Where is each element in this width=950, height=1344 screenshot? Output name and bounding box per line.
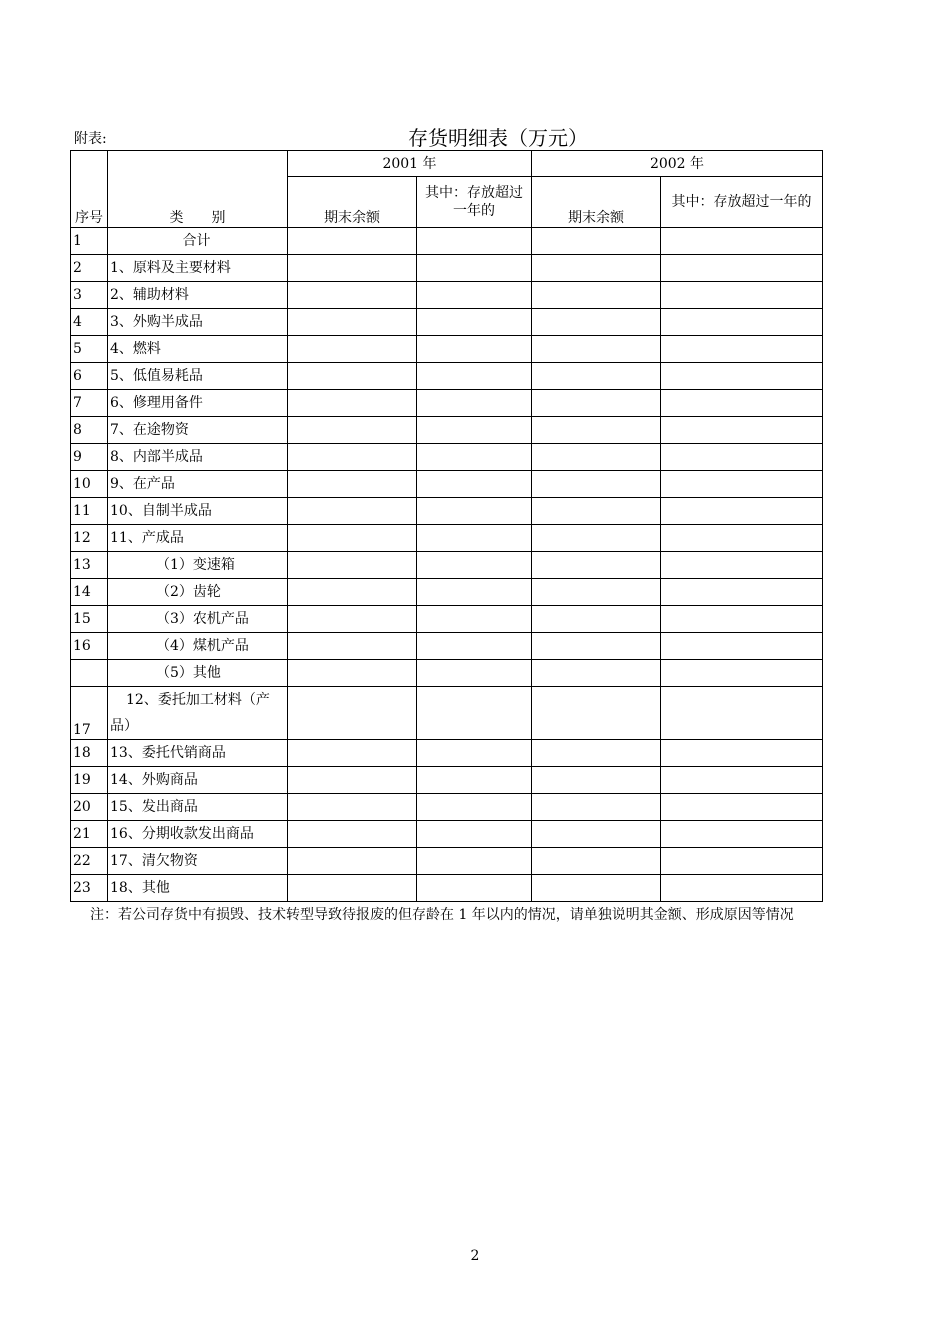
- header-over-year-2001: 其中：存放超过一年的: [417, 177, 532, 228]
- row-seq: 16: [71, 633, 108, 660]
- cell-over-year-2002[interactable]: [661, 525, 823, 552]
- cell-balance-2002[interactable]: [532, 444, 661, 471]
- cell-over-year-2001[interactable]: [417, 498, 532, 525]
- cell-balance-2001[interactable]: [288, 255, 417, 282]
- row-seq: 12: [71, 525, 108, 552]
- cell-over-year-2001[interactable]: [417, 767, 532, 794]
- cell-over-year-2002[interactable]: [661, 336, 823, 363]
- table-row: [71, 390, 823, 417]
- cell-over-year-2002[interactable]: [661, 471, 823, 498]
- cell-balance-2001[interactable]: [288, 390, 417, 417]
- cell-over-year-2002[interactable]: [661, 848, 823, 875]
- cell-over-year-2002[interactable]: [661, 228, 823, 255]
- row-category: （5）其他: [108, 660, 288, 687]
- cell-balance-2001[interactable]: [288, 498, 417, 525]
- row-category: 2、辅助材料: [108, 282, 288, 309]
- cell-balance-2002[interactable]: [532, 336, 661, 363]
- cell-over-year-2002[interactable]: [661, 255, 823, 282]
- cell-over-year-2002[interactable]: [661, 633, 823, 660]
- cell-balance-2001[interactable]: [288, 606, 417, 633]
- cell-over-year-2002[interactable]: [661, 794, 823, 821]
- row-category: （1）变速箱: [108, 552, 288, 579]
- cell-over-year-2002[interactable]: [661, 552, 823, 579]
- cell-balance-2002[interactable]: [532, 309, 661, 336]
- cell-over-year-2001[interactable]: [417, 794, 532, 821]
- row-seq: 3: [71, 282, 108, 309]
- row-seq: 1: [71, 228, 108, 255]
- header-year-2002: 2002 年: [532, 151, 823, 177]
- row-category: 15、发出商品: [108, 794, 288, 821]
- table-row: [71, 660, 823, 687]
- cell-over-year-2001[interactable]: [417, 228, 532, 255]
- cell-balance-2002[interactable]: [532, 875, 661, 902]
- header-category: 类 别: [108, 151, 288, 228]
- cell-balance-2001[interactable]: [288, 417, 417, 444]
- row-category: 1、原料及主要材料: [108, 255, 288, 282]
- cell-over-year-2001[interactable]: [417, 363, 532, 390]
- cell-over-year-2002[interactable]: [661, 309, 823, 336]
- cell-over-year-2001[interactable]: [417, 525, 532, 552]
- table-row: [71, 740, 823, 767]
- cell-over-year-2002[interactable]: [661, 390, 823, 417]
- row-category: 8、内部半成品: [108, 444, 288, 471]
- cell-over-year-2002[interactable]: [661, 282, 823, 309]
- cell-balance-2001[interactable]: [288, 309, 417, 336]
- table-row: [71, 228, 823, 255]
- table-body: [71, 228, 823, 902]
- cell-balance-2002[interactable]: [532, 255, 661, 282]
- row-category: 12、委托加工材料（产品）: [108, 687, 288, 740]
- cell-over-year-2002[interactable]: [661, 875, 823, 902]
- header-seq: 序号: [71, 151, 108, 228]
- table-row: [71, 336, 823, 363]
- row-seq: 11: [71, 498, 108, 525]
- header-year-2001: 2001 年: [288, 151, 532, 177]
- cell-over-year-2001[interactable]: [417, 390, 532, 417]
- cell-balance-2001[interactable]: [288, 633, 417, 660]
- cell-balance-2002[interactable]: [532, 633, 661, 660]
- row-category: 10、自制半成品: [108, 498, 288, 525]
- row-seq: 18: [71, 740, 108, 767]
- cell-over-year-2002[interactable]: [661, 740, 823, 767]
- cell-balance-2002[interactable]: [532, 363, 661, 390]
- cell-over-year-2002[interactable]: [661, 579, 823, 606]
- cell-over-year-2002[interactable]: [661, 606, 823, 633]
- cell-balance-2001[interactable]: [288, 660, 417, 687]
- cell-over-year-2001[interactable]: [417, 606, 532, 633]
- row-seq: 17: [71, 687, 108, 740]
- cell-balance-2001[interactable]: [288, 552, 417, 579]
- cell-over-year-2001[interactable]: [417, 552, 532, 579]
- cell-over-year-2002[interactable]: [661, 821, 823, 848]
- cell-over-year-2001[interactable]: [417, 444, 532, 471]
- table-row: [71, 282, 823, 309]
- table-row: [71, 687, 823, 740]
- row-category: 合计: [108, 228, 288, 255]
- table-row: [71, 309, 823, 336]
- page-title: 存货明细表（万元）: [408, 126, 588, 150]
- cell-balance-2001[interactable]: [288, 740, 417, 767]
- cell-over-year-2002[interactable]: [661, 444, 823, 471]
- row-category: （3）农机产品: [108, 606, 288, 633]
- row-category: 4、燃料: [108, 336, 288, 363]
- cell-balance-2002[interactable]: [532, 525, 661, 552]
- table-row: [71, 821, 823, 848]
- row-category: （2）齿轮: [108, 579, 288, 606]
- table-row: [71, 794, 823, 821]
- cell-over-year-2001[interactable]: [417, 255, 532, 282]
- row-seq: 13: [71, 552, 108, 579]
- cell-balance-2002[interactable]: [532, 848, 661, 875]
- row-category: 16、分期收款发出商品: [108, 821, 288, 848]
- header-row-years: [71, 151, 823, 177]
- row-category: 6、修理用备件: [108, 390, 288, 417]
- cell-balance-2001[interactable]: [288, 767, 417, 794]
- cell-over-year-2001[interactable]: [417, 821, 532, 848]
- row-seq: 4: [71, 309, 108, 336]
- cell-over-year-2001[interactable]: [417, 309, 532, 336]
- table-row: [71, 767, 823, 794]
- row-seq: 9: [71, 444, 108, 471]
- cell-balance-2001[interactable]: [288, 848, 417, 875]
- row-seq: 21: [71, 821, 108, 848]
- cell-over-year-2001[interactable]: [417, 336, 532, 363]
- row-category: 3、外购半成品: [108, 309, 288, 336]
- row-category: 5、低值易耗品: [108, 363, 288, 390]
- cell-balance-2002[interactable]: [532, 606, 661, 633]
- cell-balance-2001[interactable]: [288, 336, 417, 363]
- row-category: 13、委托代销商品: [108, 740, 288, 767]
- cell-over-year-2001[interactable]: [417, 471, 532, 498]
- row-seq: 8: [71, 417, 108, 444]
- row-seq: 10: [71, 471, 108, 498]
- cell-over-year-2001[interactable]: [417, 417, 532, 444]
- cell-balance-2002[interactable]: [532, 687, 661, 740]
- cell-balance-2001[interactable]: [288, 821, 417, 848]
- cell-balance-2002[interactable]: [532, 821, 661, 848]
- row-category: 11、产成品: [108, 525, 288, 552]
- cell-over-year-2001[interactable]: [417, 687, 532, 740]
- cell-over-year-2002[interactable]: [661, 417, 823, 444]
- cell-balance-2002[interactable]: [532, 282, 661, 309]
- cell-balance-2002[interactable]: [532, 740, 661, 767]
- row-seq: 7: [71, 390, 108, 417]
- row-seq: 22: [71, 848, 108, 875]
- cell-balance-2002[interactable]: [532, 390, 661, 417]
- table-row: [71, 471, 823, 498]
- row-category: 14、外购商品: [108, 767, 288, 794]
- footnote: 注：若公司存货中有损毁、技术转型导致待报废的但存龄在 1 年以内的情况，请单独说明其金额、形成原因等情况: [90, 907, 794, 923]
- cell-over-year-2001[interactable]: [417, 633, 532, 660]
- cell-balance-2001[interactable]: [288, 579, 417, 606]
- cell-over-year-2002[interactable]: [661, 767, 823, 794]
- table-row: [71, 579, 823, 606]
- table-row: [71, 633, 823, 660]
- row-category: 7、在途物资: [108, 417, 288, 444]
- cell-over-year-2002[interactable]: [661, 660, 823, 687]
- cell-balance-2002[interactable]: [532, 417, 661, 444]
- cell-balance-2001[interactable]: [288, 363, 417, 390]
- cell-balance-2002[interactable]: [532, 794, 661, 821]
- cell-balance-2001[interactable]: [288, 687, 417, 740]
- cell-balance-2002[interactable]: [532, 228, 661, 255]
- cell-over-year-2001[interactable]: [417, 660, 532, 687]
- cell-over-year-2001[interactable]: [417, 579, 532, 606]
- header-balance-2001: 期末余额: [288, 177, 417, 228]
- row-category: （4）煤机产品: [108, 633, 288, 660]
- cell-balance-2001[interactable]: [288, 794, 417, 821]
- table-row: [71, 606, 823, 633]
- cell-over-year-2002[interactable]: [661, 363, 823, 390]
- row-seq: 14: [71, 579, 108, 606]
- table-row: [71, 255, 823, 282]
- cell-balance-2002[interactable]: [532, 471, 661, 498]
- cell-balance-2001[interactable]: [288, 228, 417, 255]
- row-seq: 6: [71, 363, 108, 390]
- inventory-table: [70, 150, 823, 902]
- cell-over-year-2001[interactable]: [417, 740, 532, 767]
- cell-balance-2002[interactable]: [532, 767, 661, 794]
- prefix-label: 附表:: [74, 131, 107, 147]
- header-balance-2002: 期末余额: [532, 177, 661, 228]
- table-row: [71, 875, 823, 902]
- row-category: 9、在产品: [108, 471, 288, 498]
- row-seq: 15: [71, 606, 108, 633]
- cell-balance-2002[interactable]: [532, 579, 661, 606]
- row-category: 17、清欠物资: [108, 848, 288, 875]
- row-seq: 19: [71, 767, 108, 794]
- cell-balance-2001[interactable]: [288, 471, 417, 498]
- cell-balance-2001[interactable]: [288, 875, 417, 902]
- cell-balance-2001[interactable]: [288, 525, 417, 552]
- row-seq: 20: [71, 794, 108, 821]
- cell-over-year-2001[interactable]: [417, 875, 532, 902]
- header-over-year-2002: 其中：存放超过一年的: [661, 177, 823, 228]
- row-seq: 2: [71, 255, 108, 282]
- row-seq: 23: [71, 875, 108, 902]
- row-category: 18、其他: [108, 875, 288, 902]
- cell-balance-2002[interactable]: [532, 660, 661, 687]
- table-row: [71, 417, 823, 444]
- cell-over-year-2001[interactable]: [417, 848, 532, 875]
- table-row: [71, 444, 823, 471]
- cell-over-year-2001[interactable]: [417, 282, 532, 309]
- table-row: [71, 552, 823, 579]
- cell-over-year-2002[interactable]: [661, 498, 823, 525]
- row-seq: 5: [71, 336, 108, 363]
- row-seq: [71, 660, 108, 687]
- table-row: [71, 363, 823, 390]
- table-row: [71, 498, 823, 525]
- cell-balance-2002[interactable]: [532, 498, 661, 525]
- cell-over-year-2002[interactable]: [661, 687, 823, 740]
- cell-balance-2002[interactable]: [532, 552, 661, 579]
- cell-balance-2001[interactable]: [288, 444, 417, 471]
- table-row: [71, 525, 823, 552]
- table-row: [71, 848, 823, 875]
- cell-balance-2001[interactable]: [288, 282, 417, 309]
- page-number: 2: [470, 1248, 480, 1264]
